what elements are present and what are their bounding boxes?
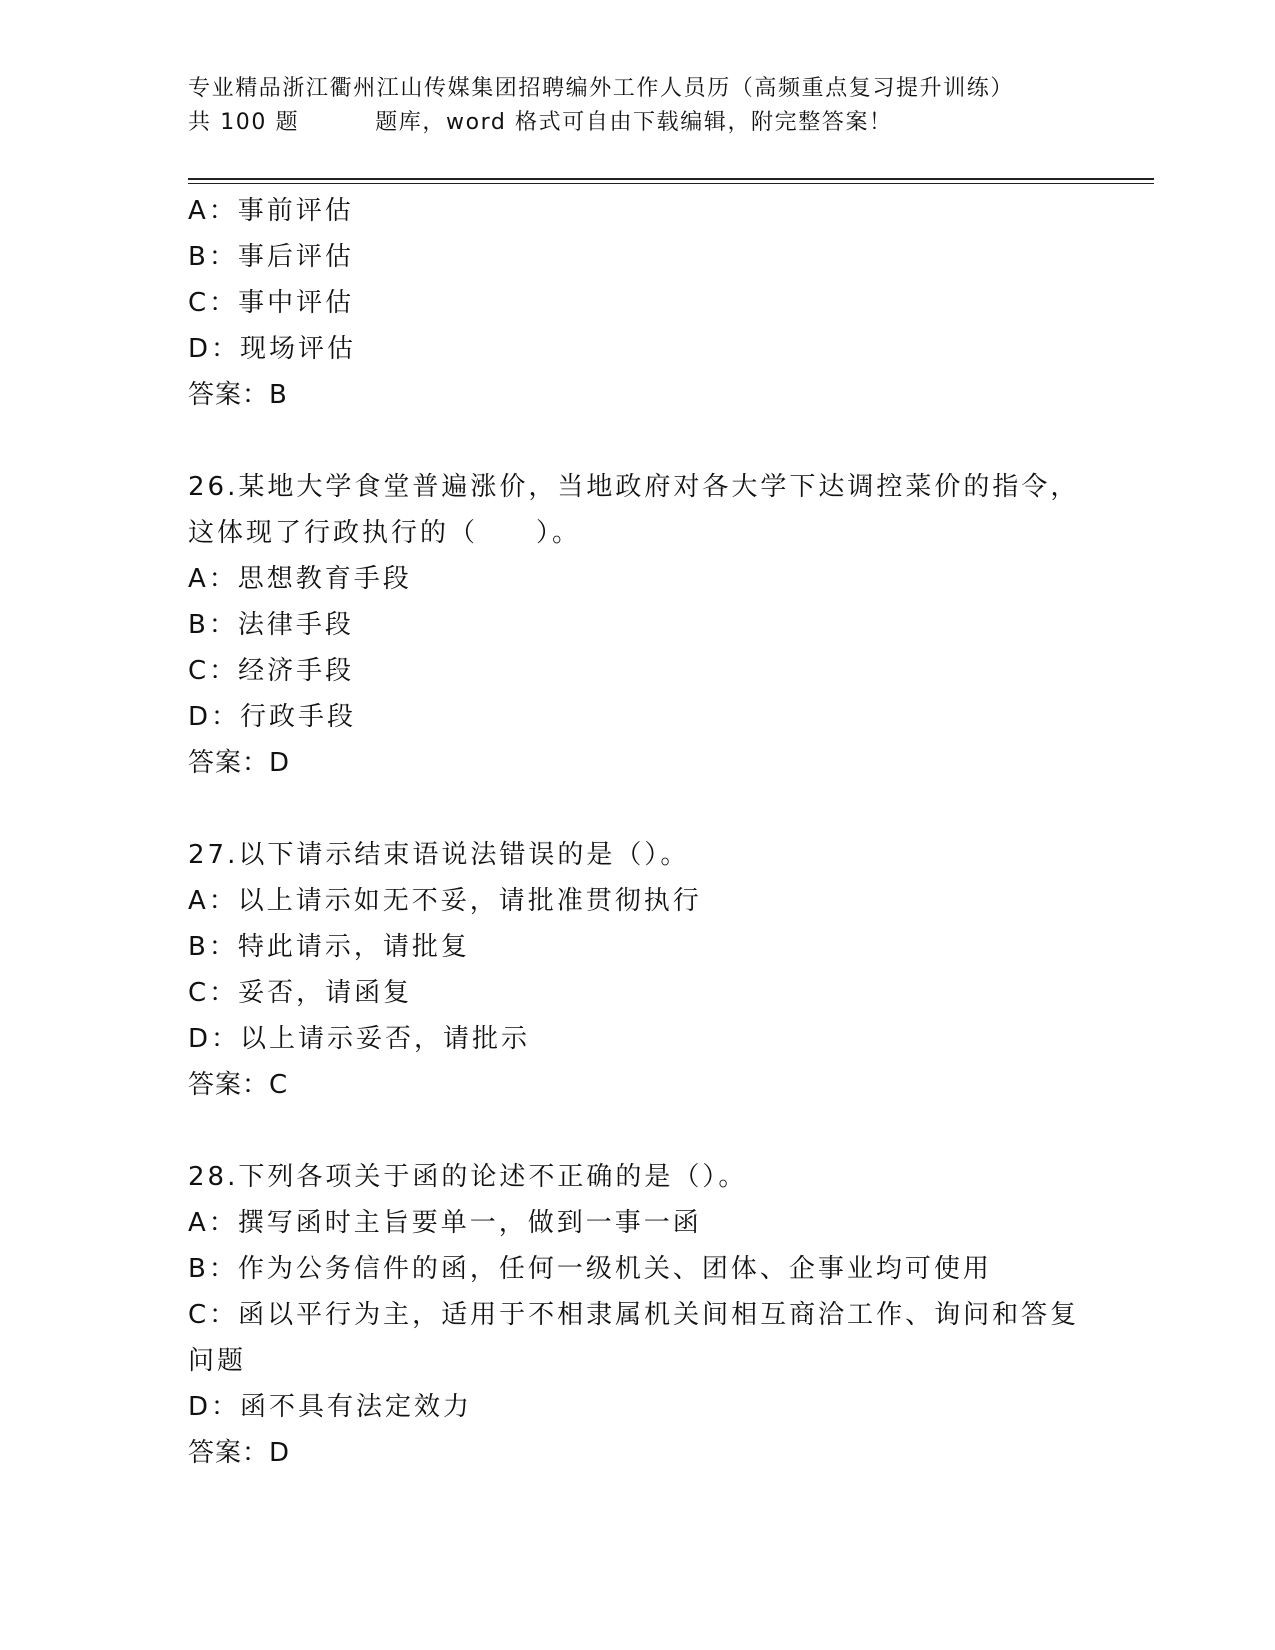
question-stem-continued: 这体现了行政执行的（ ）。 — [188, 518, 582, 548]
option-a: A：思想教育手段 — [188, 564, 412, 594]
option-c: C：函以平行为主，适用于不相隶属机关间相互商洽工作、询问和答复 — [188, 1300, 1080, 1330]
option-b: B：法律手段 — [188, 610, 354, 640]
option-a: A：以上请示如无不妥，请批准贯彻执行 — [188, 886, 702, 916]
question-25 — [188, 188, 1088, 418]
answer-line: 答案：B — [188, 380, 288, 410]
header-divider-thin — [188, 183, 1154, 184]
question-26 — [188, 464, 1088, 786]
option-d: D：函不具有法定效力 — [188, 1392, 473, 1422]
option-c: C：事中评估 — [188, 288, 355, 318]
header-subtitle — [188, 106, 1148, 140]
answer-line: 答案：C — [188, 1070, 289, 1100]
question-stem: 27.以下请示结束语说法错误的是（）。 — [188, 840, 690, 870]
header-description: 题库，word 格式可自由下载编辑，附完整答案！ — [375, 110, 893, 135]
option-c-continued: 问题 — [188, 1346, 247, 1376]
option-b: B：作为公务信件的函，任何一级机关、团体、企事业均可使用 — [188, 1254, 992, 1284]
question-27 — [188, 832, 1088, 1108]
option-b: B：特此请示，请批复 — [188, 932, 470, 962]
option-c: C：妥否，请函复 — [188, 978, 413, 1008]
option-a: A：撰写函时主旨要单一，做到一事一函 — [188, 1208, 702, 1238]
option-d: D：以上请示妥否，请批示 — [188, 1024, 531, 1054]
option-b: B：事后评估 — [188, 242, 354, 272]
question-stem: 26.某地大学食堂普遍涨价，当地政府对各大学下达调控菜价的指令， — [188, 472, 1080, 502]
answer-line: 答案：D — [188, 1438, 291, 1468]
question-28 — [188, 1154, 1088, 1476]
answer-line: 答案：D — [188, 748, 291, 778]
option-c: C：经济手段 — [188, 656, 355, 686]
question-list — [188, 188, 1088, 1476]
option-a: A：事前评估 — [188, 196, 354, 226]
page-header — [188, 72, 1148, 140]
option-d: D：现场评估 — [188, 334, 357, 364]
question-stem: 28.下列各项关于函的论述不正确的是（）。 — [188, 1162, 748, 1192]
header-divider-thick — [188, 178, 1154, 180]
header-question-count: 共 100 题 — [188, 110, 300, 135]
option-d: D：行政手段 — [188, 702, 357, 732]
header-title: 专业精品浙江衢州江山传媒集团招聘编外工作人员历（高频重点复习提升训练） — [188, 76, 1015, 101]
